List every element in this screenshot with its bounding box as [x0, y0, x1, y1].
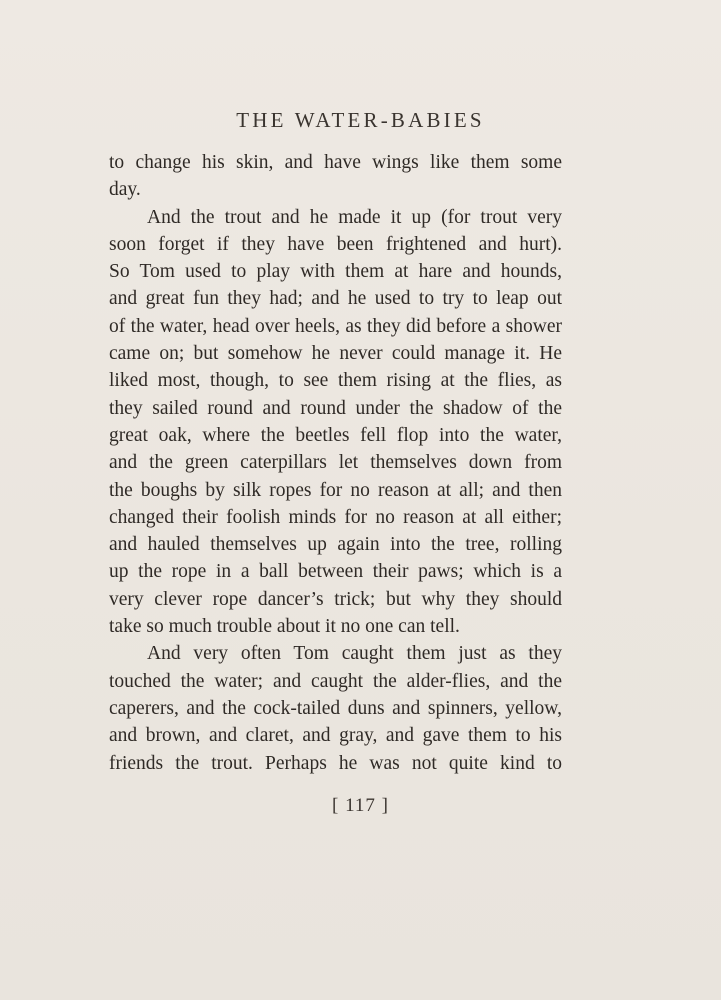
- text-line: take so much trouble about it no one can tell.: [109, 616, 460, 638]
- text-line: soon forget if they have been frightened and hurt).: [109, 233, 562, 255]
- body-text: [109, 149, 562, 777]
- text-line: very clever rope dancer’s trick; but why they should: [109, 588, 562, 610]
- text-line: changed their foolish minds for no reason at all either;: [109, 506, 562, 528]
- text-line: and great fun they had; and he used to try to leap out: [109, 288, 562, 310]
- text-line: And the trout and he made it up (for trout very: [147, 206, 562, 228]
- text-line: and brown, and claret, and gray, and gave them to his: [109, 725, 562, 747]
- text-line: and hauled themselves up again into the tree, rolling: [109, 534, 562, 556]
- text-line: And very often Tom caught them just as they: [147, 643, 562, 665]
- text-line: to change his skin, and have wings like them some: [109, 152, 562, 173]
- text-line: liked most, though, to see them rising at the flies, as: [109, 370, 562, 392]
- text-line: day.: [109, 179, 141, 201]
- text-line: of the water, head over heels, as they did before a shower: [109, 315, 562, 337]
- text-line: came on; but somehow he never could manage it. He: [109, 343, 562, 365]
- text-line: the boughs by silk ropes for no reason at all; and then: [109, 479, 562, 501]
- text-line: friends the trout. Perhaps he was not quite kind to: [109, 752, 562, 774]
- text-line: they sailed round and round under the shadow of the: [109, 397, 562, 419]
- text-line: caperers, and the cock-tailed duns and spinners, yellow,: [109, 697, 562, 719]
- page-number: [ 117 ]: [332, 795, 389, 816]
- text-line: touched the water; and caught the alder-flies, and the: [109, 670, 562, 692]
- text-line: and the green caterpillars let themselves down from: [109, 452, 562, 474]
- text-line: great oak, where the beetles fell flop into the water,: [109, 424, 562, 446]
- text-line: So Tom used to play with them at hare and hounds,: [109, 261, 562, 283]
- text-line: up the rope in a ball between their paws; which is a: [109, 561, 562, 583]
- running-head: THE WATER-BABIES: [236, 108, 485, 132]
